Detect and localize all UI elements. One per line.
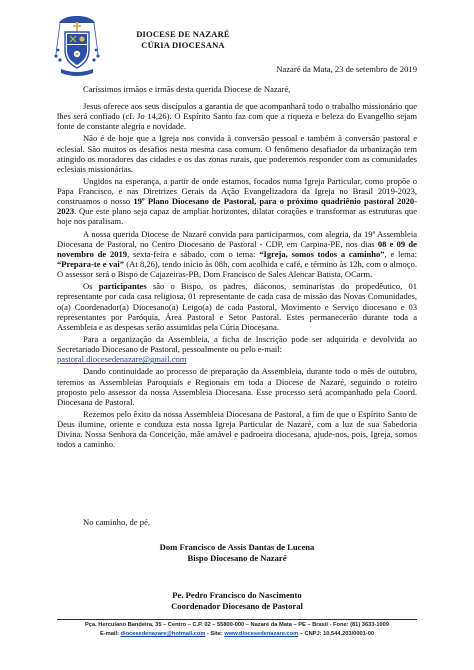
paragraph-3-text-c: . Que este plano seja capaz de ampliar horizontes, dilatar corações e transformar as estruturas que hoje nos paralisam.	[57, 206, 417, 227]
paragraph-2: Não é de hoje que a Igreja nos convida à conversão pessoal e também à conversão pastoral e eclesial. São muitos os desafios nesta mesma casa comum. O fenômeno desafiador da urbanização tem atingido os moradores das cidades e os das zonas rurais, que poderemos responder com as comunidades eclesiais missionárias.	[57, 133, 417, 174]
letter-salutation: Caríssimos irmãos e irmãs desta querida Diocese de Nazaré,	[83, 84, 291, 94]
signature-bishop	[57, 542, 417, 564]
participants-label: participantes	[98, 281, 147, 292]
signature-coordinator	[57, 590, 417, 612]
paragraph-3	[57, 176, 417, 226]
pastoral-email-link[interactable]: pastoral.diocesedenazare@gmail.com	[57, 354, 187, 365]
footer-site-link[interactable]: www.diocesedenazare.com	[224, 630, 299, 637]
paragraph-3-text-a: Ungidos na esperança, a partir de onde estamos, focados numa Igreja Particular, como propõe o Papa Francisco, e nas Diretrizes Gerais da Ação Evangelizadora da Igreja no Brasil 2019-2023, construamos o nosso	[57, 176, 417, 207]
paragraph-4-text-c: , sexta-feira e sábado, com o tema:	[127, 248, 260, 259]
letter-date: Nazaré da Mata, 23 de setembro de 2019	[276, 64, 417, 74]
paragraph-6-text: Para a organização da Assembleia, a ficha de Inscrição pode ser adquirida e devolvida ao Secretariado Diocesano de Pastoral, pessoalmente ou pelo e-mail:	[57, 334, 417, 355]
paragraph-5-text-a: Os	[83, 281, 99, 292]
footer-divider	[57, 619, 417, 620]
assembly-dates: 08 e 09 de novembro de 2019	[57, 238, 417, 259]
letter-footer	[40, 621, 434, 638]
paragraph-4	[57, 229, 417, 279]
curia-name: CÚRIA DIOCESANA	[141, 40, 225, 50]
footer-address: Pça. Herculano Bandeira, 35 – Centro – C.P. 02 – 55800-000 – Nazaré da Mata – PE – Brasil - Fone: (81) 3633-1009	[84, 622, 389, 628]
letterhead	[0, 0, 474, 90]
letter-body	[57, 101, 417, 452]
diocese-name: DIOCESE DE NAZARÉ	[136, 29, 230, 39]
paragraph-4-text-e: , e lema:	[384, 248, 417, 259]
footer-email-label: E-mail:	[99, 630, 121, 637]
paragraph-4-text-a: A nossa querida Diocese de Nazaré convida para participarmos, com alegria, da 19ª Assembleia Diocesana de Pastoral, no Centro Diocesano de Pastoral - CDP, em Carpina-PE, nos dias	[57, 228, 417, 249]
footer-email-link[interactable]: diocesedenazare@hotmail.com	[120, 630, 206, 637]
diocese-title	[108, 29, 258, 51]
paragraph-1: Jesus oferece aos seus discípulos a garantia de que acompanhará todo o trabalho missionário que lhes será confiado (cf. Jo 14,26). O Espírito Santo faz com que a riqueza e beleza do Evangelho sejam fonte de constante alegria e novidade.	[57, 101, 417, 132]
footer-contacts	[40, 630, 434, 639]
paragraph-4-text-g: (At 8,26), tendo início às 08h, com acolhida e café, e término às 12h, com o almoço. O assessor será o Bispo de Cajazeiras-PB, Dom Francisco de Sales Alencar Batista, OCarm.	[57, 258, 417, 280]
paragraph-5-text-c: são o Bispo, os padres, diáconos, seminaristas do propedêutico, 01 representante por cada casa religiosa, 01 representante de cada casa de missão das Novas Comunidades, o(a) Coordenador(a) Diocesano(a) Leigo(a) de cada Pastoral, Movimento e Serviço diocesano e 03 representantes por Paróquia, Área Pastoral e Setor Pastoral. Estes permanecerão durante toda a Assembleia e as despesas serão assumidas pela Cúria Diocesana.	[57, 281, 418, 332]
footer-cnpj: – CNPJ: 10.544.203/0001-00	[298, 630, 375, 637]
diocesan-seal-icon	[52, 14, 102, 78]
footer-site-label: - Site:	[205, 630, 225, 637]
paragraph-6	[57, 334, 417, 364]
bishop-name: Dom Francisco de Assis Dantas de Lucena	[159, 542, 315, 552]
coordinator-name: Pe. Pedro Francisco do Nascimento	[172, 590, 302, 600]
paragraph-8: Rezemos pelo êxito da nossa Assembleia Diocesana de Pastoral, a fim de que o Espírito Santo de Deus ilumine, oriente e conduza esta nossa Igreja Particular de Nazaré, com a luz de sua Sabedoria Divina. Nossa Senhora da Conceição, mãe amável e padroeira diocesana, ajude-nos, pois, Igreja, somos todos a caminho.	[57, 409, 417, 450]
assembly-theme: “Igreja, somos todos a caminho”	[259, 248, 385, 259]
assembly-motto: “Prepara-te e vai”	[57, 258, 125, 269]
bishop-role: Bispo Diocesano de Nazaré	[187, 553, 287, 563]
paragraph-7: Dando continuidade ao processo de preparação da Assembleia, durante todo o mês de outubro, teremos as Assembleias Paroquiais e Regionais em toda a Diocese de Nazaré, seguindo o roteiro proposto pelo assessor da nossa Assembleia Diocesana. Esse processo será acompanhado pela Coord. Diocesana de Pastoral.	[57, 366, 417, 407]
paragraph-5	[57, 281, 417, 331]
plan-title: 19º Plano Diocesano de Pastoral, para o próximo quadriênio pastoral 2020-2023	[57, 196, 417, 217]
coordinator-role: Coordenador Diocesano de Pastoral	[171, 601, 303, 611]
letter-closing: No caminho, de pé,	[83, 517, 151, 527]
